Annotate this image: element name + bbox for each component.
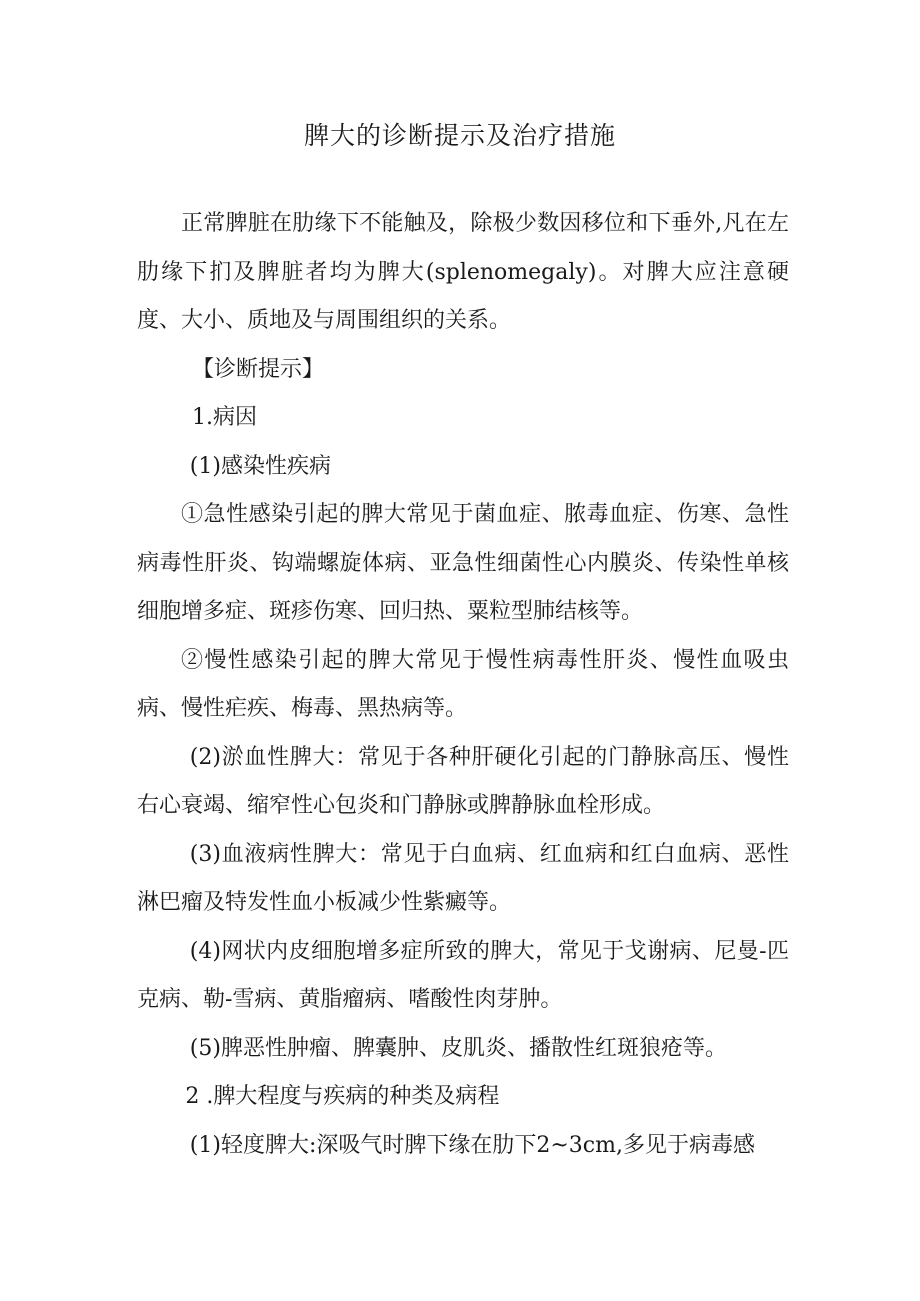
heading-degree: 2 .脾大程度与疾病的种类及病程	[185, 1084, 500, 1109]
subheading-infectious: (1)感染性疾病	[189, 453, 331, 479]
page-title: 脾大的诊断提示及治疗措施	[303, 121, 616, 150]
paragraph-reticuloendothelial: (4)网状内皮细胞增多症所致的脾大，常见于戈谢病、尼曼-匹克病、勒-雪病、黄脂瘤病、嗜酸性肉芽肿。	[137, 938, 789, 1012]
paragraph-malignant: (5)脾恶性肿瘤、脾囊肿、皮肌炎、播散性红斑狼疮等。	[189, 1035, 727, 1061]
paragraph-chronic-infection: ②慢性感染引起的脾大常见于慢性病毒性肝炎、慢性血吸虫病、慢性疟疾、梅毒、黑热病等。	[137, 647, 789, 721]
document-body	[137, 200, 789, 1170]
paragraph-mild-splenomegaly: (1)轻度脾大:深吸气时脾下缘在肋下2~3cm,多见于病毒感	[189, 1132, 755, 1158]
heading-etiology: 1.病因	[192, 405, 257, 430]
paragraph-hematologic: (3)血液病性脾大：常见于白血病、红血病和红白血病、恶性淋巴瘤及特发性血小板减少性紫癜等。	[137, 841, 789, 915]
paragraph-congestive: (2)淤血性脾大：常见于各种肝硬化引起的门静脉高压、慢性右心衰竭、缩窄性心包炎和门静脉或脾静脉血栓形成。	[137, 744, 789, 818]
section-heading-diagnosis: 【诊断提示】	[192, 356, 325, 382]
paragraph-acute-infection: ①急性感染引起的脾大常见于菌血症、脓毒血症、伤寒、急性病毒性肝炎、钩端螺旋体病、亚急性细菌性心内膜炎、传染性单核细胞增多症、斑疹伤寒、回归热、粟粒型肺结核等。	[137, 502, 789, 624]
intro-paragraph: 正常脾脏在肋缘下不能触及，除极少数因移位和下垂外,凡在左肋缘下扪及脾脏者均为脾大(splenomegaly)。对脾大应注意硬度、大小、质地及与周围组织的关系。	[137, 211, 789, 333]
